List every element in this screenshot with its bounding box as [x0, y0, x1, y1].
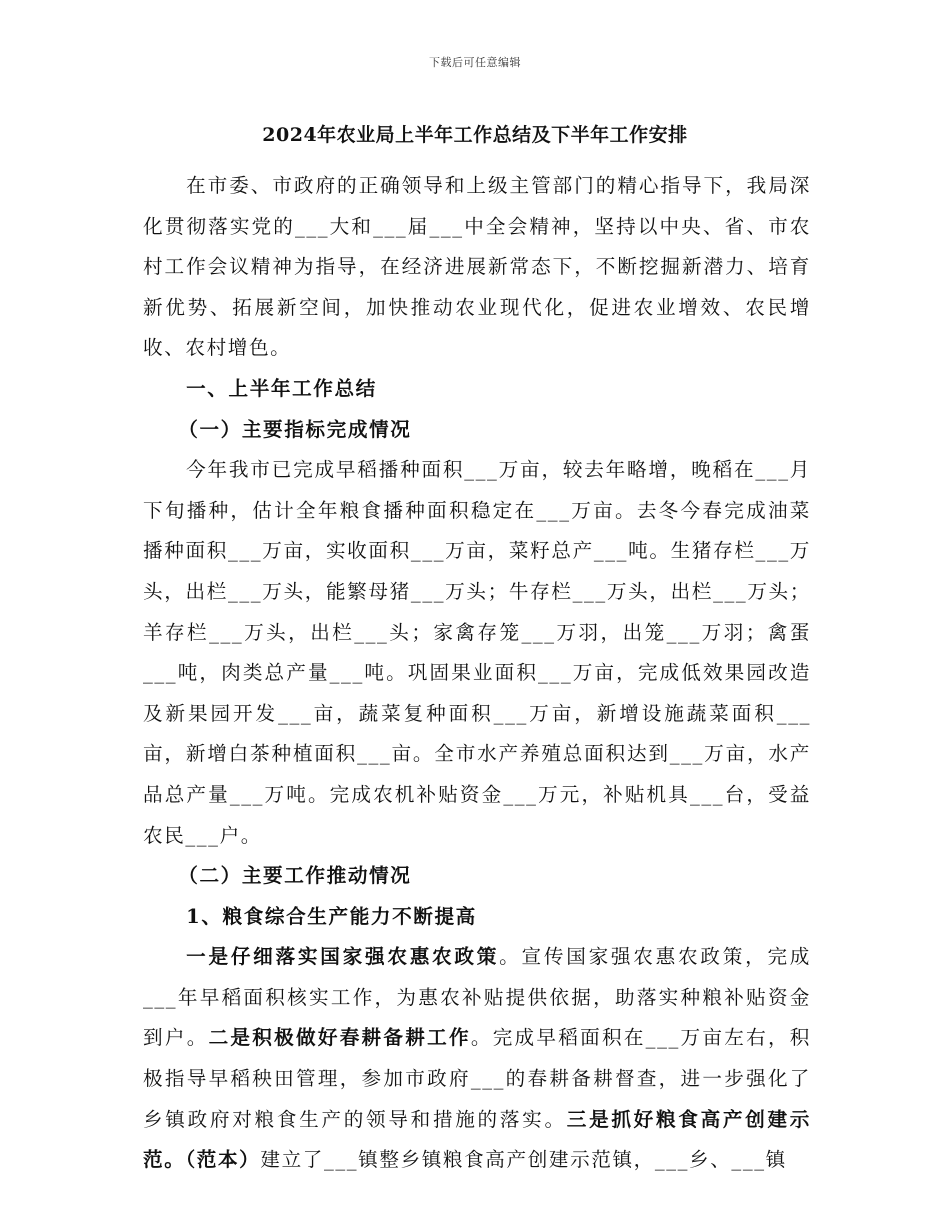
header-note: 下载后可任意编辑 [429, 56, 521, 69]
item-heading: 1、粮食综合生产能力不断提高 [186, 904, 477, 928]
policy-paragraph [143, 937, 811, 1181]
document-body [143, 166, 811, 1181]
paragraph-text: 建立了___镇整乡镇粮食高产创建示范镇，___乡、___镇 [260, 1148, 787, 1172]
indicators-paragraph: 今年我市已完成早稻播种面积___万亩，较去年略增，晚稻在___月下旬播种，估计全年粮食播种面积稳定在___万亩。去冬今春完成油菜播种面积___万亩，实收面积___万亩，菜籽总产___吨。生猪存栏___万头，出栏___万头，能繁母猪___万头；牛存栏___万头，出栏___万头；羊存栏___万头，出栏___头；家禽存笼___万羽，出笼___万羽；禽蛋___吨，肉类总产量___吨。巩固果业面积___万亩，完成低效果园改造及新果园开发___亩，蔬菜复种面积___万亩，新增设施蔬菜面积___亩，新增白茶种植面积___亩。全市水产养殖总面积达到___万亩，水产品总产量___万吨。完成农机补贴资金___万元，补贴机具___台，受益农民___户。 [143, 458, 811, 847]
lead-phrase: 二是积极做好春耕备耕工作 [208, 1026, 471, 1050]
subsection-heading: （二）主要工作推动情况 [178, 864, 412, 888]
lead-phrase: 三是抓好粮食高产创建示范。（范本） [143, 1107, 811, 1172]
paragraph-text: 。完成早稻面积在___万亩左右，积极指导早稻秧田管理，参加市政府___的春耕备耕督查，进一步强化了乡镇政府对粮食生产的领导和措施的落实。 [143, 1026, 812, 1131]
subsection-heading: （一）主要指标完成情况 [178, 417, 412, 441]
document-title: 2024年农业局上半年工作总结及下半年工作安排 [262, 124, 688, 146]
paragraph-text: 。宣传国家强农惠农政策，完成___年早稻面积核实工作，为惠农补贴提供依据，助落实种粮补贴资金到户。 [143, 945, 811, 1050]
section-heading: 一、上半年工作总结 [186, 376, 377, 400]
intro-paragraph: 在市委、市政府的正确领导和上级主管部门的精心指导下，我局深化贯彻落实党的___大和___届___中全会精神，坚持以中央、省、市农村工作会议精神为指导，在经济进展新常态下，不断挖掘新潜力、培育新优势、拓展新空间，加快推动农业现代化，促进农业增效、农民增收、农村增色。 [143, 174, 811, 360]
lead-phrase: 一是仔细落实国家强农惠农政策 [186, 945, 500, 969]
